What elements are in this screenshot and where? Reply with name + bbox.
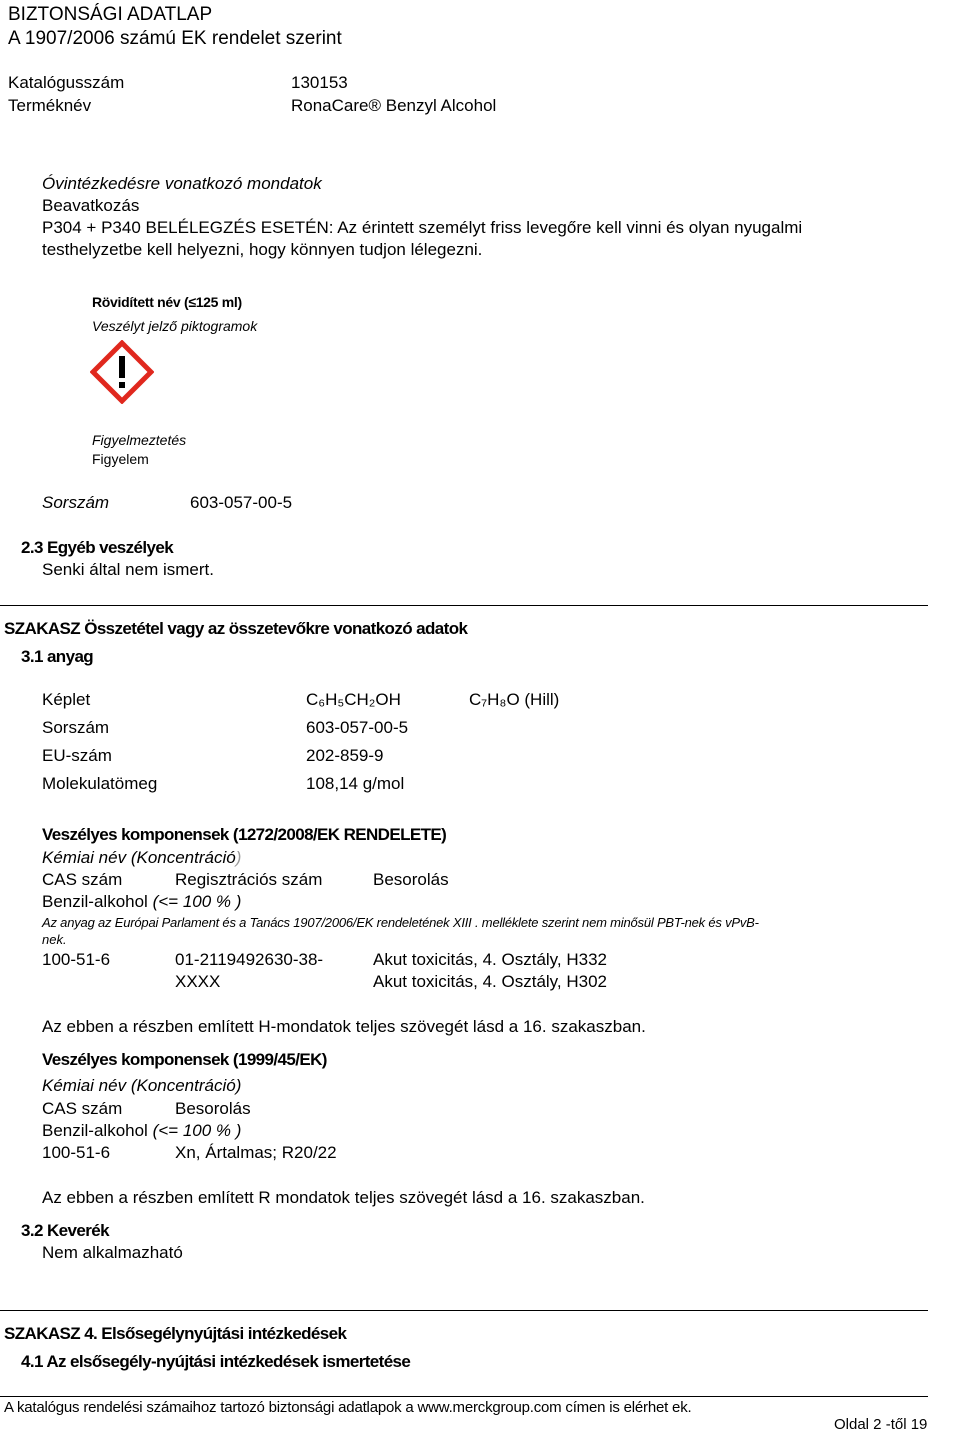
component-classification-line2: Akut toxicitás, 4. Osztály, H302 xyxy=(373,972,607,991)
exclamation-mark-hazard-icon xyxy=(90,340,154,404)
pbt-note-line2: nek. xyxy=(42,932,67,947)
footer-text: A katalógus rendelési számaihoz tartozó biztonsági adatlapok a www.merckgroup.com címen is elérhet ek. xyxy=(4,1399,692,1416)
index-number-label: Sorszám xyxy=(42,718,110,737)
formula-value: C₆H₅CH₂OH xyxy=(306,690,401,709)
r-phrases-footnote: Az ebben a részben említett R mondatok teljes szövegét lásd a 16. szakaszban. xyxy=(42,1188,645,1207)
col-cas-number: CAS szám xyxy=(42,870,123,889)
pictograms-label: Veszélyt jelző piktogramok xyxy=(92,318,258,334)
component-cas-dsd: 100-51-6 xyxy=(42,1143,111,1162)
col-cas-number-dsd: CAS szám xyxy=(42,1099,123,1118)
molecular-weight-label: Molekulatömeg xyxy=(42,774,158,793)
signal-word-label: Figyelmeztetés xyxy=(92,432,187,448)
ec-number-value: 202-859-9 xyxy=(306,746,384,765)
catalog-value: 130153 xyxy=(291,73,348,92)
precaution-text-line1: P304 + P340 BELÉLEGZÉS ESETÉN: Az érintett személyt friss levegőre kell vinni és olyan nyugalmi xyxy=(42,218,803,237)
h-statements-footnote: Az ebben a részben említett H-mondatok teljes szövegét lásd a 16. szakaszban. xyxy=(42,1017,646,1036)
mixture-text: Nem alkalmazható xyxy=(42,1243,183,1262)
signal-word-value: Figyelem xyxy=(92,451,149,467)
substance-heading: 3.1 anyag xyxy=(21,647,94,666)
component-registration-line2: XXXX xyxy=(175,972,221,991)
document-title: BIZTONSÁGI ADATLAP xyxy=(8,4,213,25)
section-divider xyxy=(0,1310,928,1311)
pbt-note-line1: Az anyag az Európai Parlament és a Tanács 1907/2006/EK rendeletének XIII . melléklete szerint nem minősül PBT-nek és vPvB- xyxy=(42,915,759,930)
component-name: Benzil-alkohol (<= 100 % ) xyxy=(42,892,242,911)
ec-number-label: EU-szám xyxy=(42,746,112,765)
short-name-heading: Rövidített név (≤125 ml) xyxy=(92,294,242,310)
mixture-heading: 3.2 Keverék xyxy=(21,1221,109,1240)
formula-hill: C₇H₈O (Hill) xyxy=(469,690,560,709)
component-cas: 100-51-6 xyxy=(42,950,111,969)
section4-heading: SZAKASZ 4. Elsősegélynyújtási intézkedések xyxy=(4,1324,347,1343)
index-number-value: 603-057-00-5 xyxy=(306,718,409,737)
response-heading: Beavatkozás xyxy=(42,196,140,215)
precaution-heading: Óvintézkedésre vonatkozó mondatok xyxy=(42,174,322,193)
first-aid-subheading: 4.1 Az elsősegély-nyújtási intézkedések ismertetése xyxy=(21,1352,411,1371)
molecular-weight-value: 108,14 g/mol xyxy=(306,774,405,793)
col-registration-number: Regisztrációs szám xyxy=(175,870,323,889)
component-classification-line1: Akut toxicitás, 4. Osztály, H332 xyxy=(373,950,607,969)
precaution-text-line2: testhelyzetbe kell helyezni, hogy könnyen tudjon lélegezni. xyxy=(42,240,483,259)
chemical-name-label-dsd: Kémiai név (Koncentráció) xyxy=(42,1076,242,1095)
chemical-name-label: Kémiai név (Koncentráció) xyxy=(42,848,242,867)
formula-label: Képlet xyxy=(42,690,91,709)
product-value: RonaCare® Benzyl Alcohol xyxy=(291,96,497,115)
product-label: Terméknév xyxy=(8,96,92,115)
page-number: Oldal 2 -től 19 xyxy=(834,1416,928,1433)
index-label: Sorszám xyxy=(42,493,110,512)
other-hazards-text: Senki által nem ismert. xyxy=(42,560,214,579)
component-registration-line1: 01-2119492630-38- xyxy=(175,950,324,969)
index-value: 603-057-00-5 xyxy=(190,493,293,512)
hazardous-components-dsd-heading: Veszélyes komponensek (1999/45/EK) xyxy=(42,1050,327,1069)
component-name-dsd: Benzil-alkohol (<= 100 % ) xyxy=(42,1121,242,1140)
footer-divider xyxy=(0,1396,928,1397)
regulation-subtitle: A 1907/2006 számú EK rendelet szerint xyxy=(8,28,342,49)
other-hazards-heading: 2.3 Egyéb veszélyek xyxy=(21,538,174,557)
section3-heading: SZAKASZ Összetétel vagy az összetevőkre vonatkozó adatok xyxy=(4,619,468,638)
hazardous-components-heading: Veszélyes komponensek (1272/2008/EK RENDELETE) xyxy=(42,825,447,844)
component-classification-dsd: Xn, Ártalmas; R20/22 xyxy=(175,1143,337,1162)
col-classification-dsd: Besorolás xyxy=(175,1099,251,1118)
section-divider xyxy=(0,605,928,606)
col-classification: Besorolás xyxy=(373,870,449,889)
catalog-label: Katalógusszám xyxy=(8,73,125,92)
